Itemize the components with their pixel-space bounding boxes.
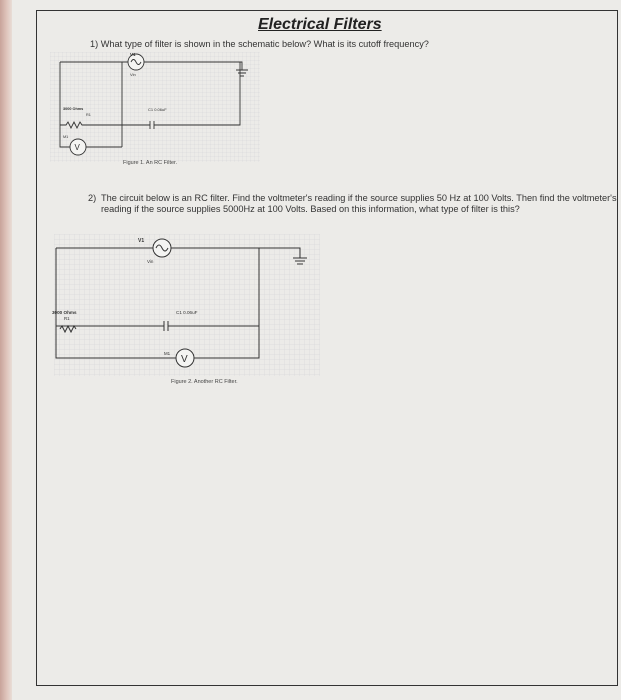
fig2-meter-symbol: V <box>181 354 188 365</box>
fig2-meter-label: M1 <box>164 351 171 356</box>
fig2-source-sub: Vin <box>147 259 154 264</box>
page-title: Electrical Filters <box>258 16 382 33</box>
figure-2-caption: Figure 2. Another RC Filter. <box>171 379 238 385</box>
fig1-resistor-ref: R1 <box>86 113 91 117</box>
question-2-text: The circuit below is an RC filter. Find the voltmeter's reading if the source supplies 50 Hz at 100 Volts. Then find the voltmeter's reading if the source supplies 5000Hz at 100 Volts. Based on this information, what type of filter is this? <box>101 193 617 214</box>
fig1-meter-symbol: V <box>74 143 80 152</box>
fig2-resistor-ref: R1 <box>64 316 70 321</box>
figure-1-schematic <box>50 52 270 164</box>
figure-1-caption: Figure 1. An RC Filter. <box>123 160 178 166</box>
fig2-capacitor-label: C1 0.06uF <box>176 310 198 315</box>
fig1-meter-label: M1 <box>63 135 69 139</box>
fig1-capacitor-label: C1 0.06uF <box>148 107 167 112</box>
question-1: 1) What type of filter is shown in the schematic below? What is its cutoff frequency? <box>90 39 429 49</box>
figure-2-schematic <box>54 234 324 380</box>
question-2-number: 2) <box>88 193 97 203</box>
fig2-source-label: V1 <box>138 238 145 244</box>
fig1-source-sub: Vin <box>130 72 136 77</box>
fig1-resistor-label: 3000 Ohms <box>63 107 84 111</box>
fig1-source-label: V1 <box>130 52 136 57</box>
fig2-resistor-label: 3000 Ohms <box>52 310 77 315</box>
